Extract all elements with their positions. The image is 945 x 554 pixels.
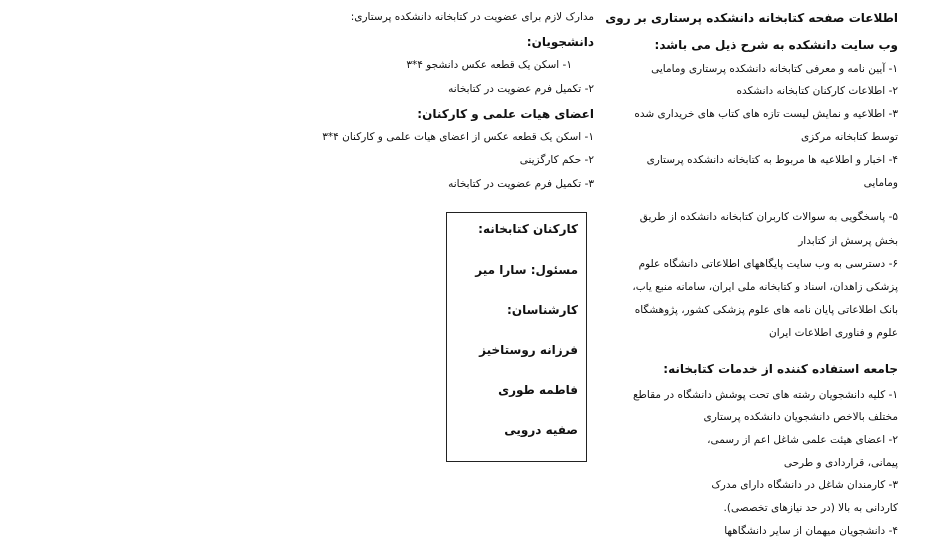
list-item: کاردانی به بالا (در حد نیازهای تخصصی). — [723, 502, 898, 514]
list-item: پزشکی زاهدان، اسناد و کتابخانه ملی ایران، سامانه منبع یاب، — [632, 281, 898, 293]
list-item: بانک اطلاعاتی پایان نامه های علوم پزشکی کشور، پژوهشگاه — [634, 304, 898, 316]
list-item: بخش پرسش از کتابدار — [798, 235, 898, 247]
list-item: ۱- اسکن یک قطعه عکس دانشجو ۴*۳ — [406, 59, 572, 71]
list-item: ۵- پاسخگویی به سوالات کاربران کتابخانه دانشکده از طریق — [639, 211, 898, 223]
section-title-line1: اطلاعات صفحه کتابخانه دانشکده پرستاری بر روی — [605, 11, 898, 25]
staff-member: صفیه درویی — [504, 423, 578, 437]
list-item: ۳- کارمندان شاغل در دانشگاه دارای مدرک — [711, 479, 898, 491]
staff-member: فرزانه روستاخیز — [479, 343, 578, 357]
list-item: مختلف بالاخص دانشجویان دانشکده پرستاری — [703, 411, 898, 423]
faculty-heading: اعضای هیات علمی و کارکنان: — [417, 107, 594, 121]
library-staff-box — [446, 212, 587, 462]
list-item: ۲- اعضای هیئت علمی شاغل اعم از رسمی، — [707, 434, 898, 446]
list-item: علوم و فناوری اطلاعات ایران — [769, 327, 898, 339]
list-item: ۶- دسترسی به وب سایت پایگاههای اطلاعاتی دانشگاه علوم — [638, 258, 898, 270]
membership-intro: مدارک لازم برای عضویت در کتابخانه دانشکده پرستاری: — [350, 11, 594, 23]
list-item: ۲- اطلاعات کارکنان کتابخانه دانشکده — [736, 85, 898, 97]
staff-member: فاطمه طوری — [498, 383, 578, 397]
staff-manager: مسئول: سارا میر — [475, 263, 578, 277]
list-item: ۴- دانشجویان میهمان از سایر دانشگاهها — [724, 525, 898, 537]
list-item: ۲- تکمیل فرم عضویت در کتابخانه — [448, 83, 594, 95]
list-item: ۴- اخبار و اطلاعیه ها مربوط به کتابخانه دانشکده پرستاری — [646, 154, 898, 166]
list-item: ۱- آیین نامه و معرفی کتابخانه دانشکده پرستاری ومامایی — [651, 63, 898, 75]
list-item: ۳- تکمیل فرم عضویت در کتابخانه — [448, 178, 594, 190]
list-item: توسط کتابخانه مرکزی — [800, 131, 898, 143]
experts-heading: کارشناسان: — [507, 303, 578, 317]
list-item: ۱- کلیه دانشجویان رشته های تحت پوشش دانشگاه در مقاطع — [632, 389, 898, 401]
users-heading: جامعه استفاده کننده از خدمات کتابخانه: — [663, 362, 898, 376]
list-item: پیمانی، قراردادی و طرحی — [783, 457, 898, 469]
staff-heading: کارکنان کتابخانه: — [478, 222, 578, 236]
list-item: ومامایی — [863, 177, 898, 189]
students-heading: دانشجویان: — [526, 35, 594, 49]
list-item: ۳- اطلاعیه و نمایش لیست تازه های کتاب های خریداری شده — [634, 108, 898, 120]
list-item: ۱- اسکن یک قطعه عکس از اعضای هیات علمی و کارکنان ۴*۳ — [322, 131, 594, 143]
section-title-line2: وب سایت دانشکده به شرح ذیل می باشد: — [654, 38, 898, 52]
list-item: ۲- حکم کارگزینی — [519, 154, 594, 166]
